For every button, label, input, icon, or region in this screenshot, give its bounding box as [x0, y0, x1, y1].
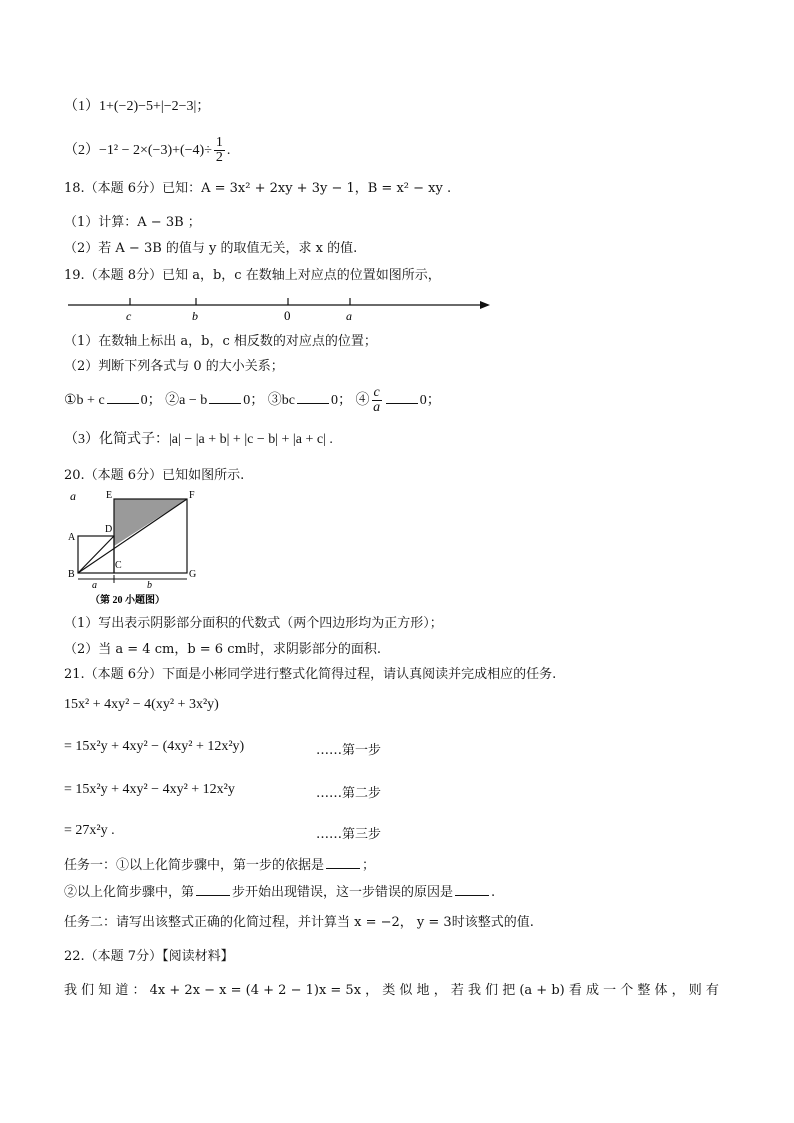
number-line-arrow	[480, 301, 490, 309]
q17-part2	[64, 133, 230, 169]
fig-dim-a: a	[92, 580, 97, 591]
fig-label-F: F	[189, 490, 195, 501]
fig-label-G: G	[189, 569, 197, 580]
q18-part2: （2）若 A − 3B 的值与 y 的取值无关，求 x 的值.	[64, 241, 358, 256]
q18-heading: 18.（本题 6分）已知：A = 3x² + 2xy + 3y − 1，B = x² − xy .	[64, 181, 452, 196]
q22-line: 我 们 知 道 ： 4x + 2x − x = (4 + 2 − 1)x = 5x ， 类 似 地 ， 若 我 们 把 (a + b) 看 成 一 个 整 体 ， 则 有	[64, 983, 719, 998]
fig-label-D: D	[105, 524, 113, 535]
zero-3: 0	[331, 393, 338, 408]
diagonal-bd	[78, 536, 114, 573]
zero-2: 0	[243, 393, 251, 408]
q21-step3: ……第三步	[316, 827, 382, 842]
task1b-suffix: .	[491, 885, 496, 900]
label-zero: 0	[284, 308, 291, 323]
number-line-figure	[60, 290, 500, 324]
q22-heading: 22.（本题 7分）【阅读材料】	[64, 949, 234, 964]
zero-1: 0	[140, 393, 148, 408]
q21-line2: = 15x²y + 4xy² − 4xy² + 12x²y	[64, 782, 235, 797]
comparison-4-prefix: ④	[355, 393, 370, 408]
comparison-3: ③bc	[267, 393, 295, 408]
task1b-blank-1	[196, 883, 230, 896]
blank-1	[107, 391, 139, 404]
label-b: b	[192, 309, 198, 323]
q21-task1a	[64, 856, 375, 875]
fig-label-B: B	[68, 569, 75, 580]
square-figure	[62, 486, 212, 610]
fig-label-C: C	[115, 560, 122, 571]
q17-part2-prefix: （2）−1² − 2×(−3)+(−4)÷	[64, 143, 212, 158]
q17-fraction-num: 1	[215, 135, 223, 151]
sep-3: ；	[338, 393, 352, 408]
q19-comparisons	[64, 384, 441, 418]
q21-task2: 任务二：请写出该整式正确的化简过程，并计算当 x = −2， y = 3时该整式的值.	[64, 915, 534, 930]
label-a: a	[346, 309, 352, 323]
blank-4	[386, 391, 418, 404]
task1b-mid: 步开始出现错误，这一步错误的原因是	[232, 885, 454, 900]
zero-4: 0	[419, 393, 427, 408]
sep-1: ；	[147, 393, 162, 408]
q20-part1: （1）写出表示阴影部分面积的代数式（两个四边形均为正方形）；	[64, 616, 443, 631]
q21-line0: 15x² + 4xy² − 4(xy² + 3x²y)	[64, 697, 219, 712]
task1a-blank	[326, 856, 360, 869]
q21-line1: = 15x²y + 4xy² − (4xy² + 12x²y)	[64, 739, 245, 754]
q18-part1: （1）计算：A − 3B ；	[64, 215, 201, 230]
q21-line3: = 27x²y .	[64, 823, 115, 838]
fraction-c: c	[373, 385, 380, 401]
task1a-suffix: ；	[362, 858, 376, 873]
blank-2	[209, 391, 241, 404]
task1a-prefix: 任务一：①以上化简步骤中，第一步的依据是	[64, 858, 325, 873]
q17-fraction-den: 2	[215, 150, 223, 166]
q17-part2-suffix: .	[226, 143, 231, 158]
fig-dim-b: b	[147, 580, 152, 591]
fig-label-E: E	[106, 490, 113, 501]
sep-2: ；	[250, 393, 265, 408]
q19-heading: 19.（本题 8分）已知 a，b，c 在数轴上对应点的位置如图所示，	[64, 268, 441, 283]
q19-part2: （2）判断下列各式与 0 的大小关系；	[64, 359, 284, 374]
label-c: c	[126, 309, 132, 323]
q21-heading: 21.（本题 6分）下面是小彬同学进行整式化简得过程，请认真阅读并完成相应的任务.	[64, 667, 557, 682]
q19-part3: （3）化简式子：|a| − |a + b| + |c − b| + |a + c| .	[64, 432, 333, 447]
q21-task1b	[64, 883, 495, 902]
comparison-1: ①b + c	[64, 393, 105, 408]
task1b-prefix: ②以上化简步骤中，第	[64, 885, 195, 900]
q21-step2: ……第二步	[316, 786, 382, 801]
fraction-a: a	[373, 400, 381, 416]
task1b-blank-2	[455, 883, 489, 896]
q19-part1: （1）在数轴上标出 a，b，c 相反数的对应点的位置；	[64, 334, 377, 349]
fig-label-A: A	[68, 532, 76, 543]
q17-fraction	[214, 136, 225, 165]
fig-caption: （第 20 小题图）	[90, 595, 165, 606]
blank-3	[297, 391, 329, 404]
q17-part1: （1）1+(−2)−5+|−2−3|；	[64, 99, 211, 114]
comparison-4-fraction	[372, 386, 382, 415]
q20-heading: 20.（本题 6分）已知如图所示.	[64, 468, 245, 483]
q20-part2: （2）当 a = 4 cm，b = 6 cm时，求阴影部分的面积.	[64, 642, 381, 657]
comparison-2: ②a − b	[165, 393, 208, 408]
q21-step1: ……第一步	[316, 743, 382, 758]
fig-label-a-top: a	[70, 489, 76, 503]
end-4: ；	[426, 393, 441, 408]
